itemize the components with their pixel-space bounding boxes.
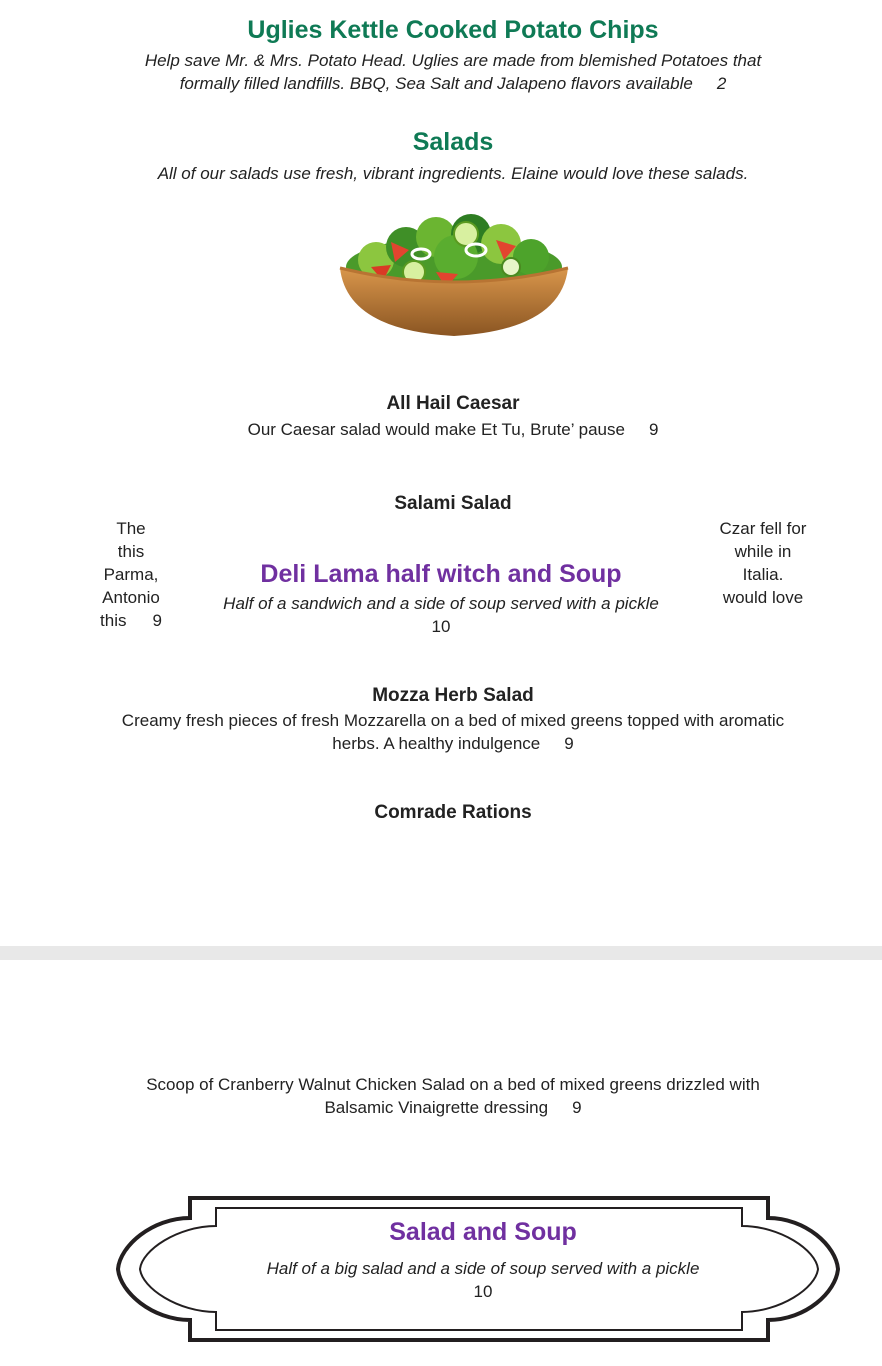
salami-left-line: this: [100, 611, 127, 630]
mozza-price: 9: [564, 734, 574, 753]
salami-left-line: this: [117, 542, 145, 561]
salami-right-line: while in: [734, 542, 792, 561]
salami-right-line: Italia.: [742, 565, 784, 584]
salami-right-column: [704, 517, 822, 609]
chips-price: 2: [716, 74, 727, 93]
salami-left-line: Antonio: [102, 588, 160, 607]
mozza-desc-line1: Creamy fresh pieces of fresh Mozzarella on a bed of mixed greens topped with aromatic: [121, 711, 785, 730]
caesar-name: All Hail Caesar: [386, 393, 520, 414]
chips-title: Uglies Kettle Cooked Potato Chips: [247, 16, 659, 44]
salami-right-line: Czar fell for: [719, 519, 807, 538]
salad-soup-price: 10: [473, 1282, 493, 1301]
chips-desc-line2: [0, 72, 882, 95]
deli-lama-price: 10: [431, 617, 451, 636]
comrade-price: 9: [572, 1098, 582, 1117]
salami-left-column: [88, 517, 174, 632]
salads-subtitle: All of our salads use fresh, vibrant ingredients. Elaine would love these salads.: [157, 164, 749, 183]
caesar-desc-line: [0, 418, 882, 441]
chips-desc-line1: Help save Mr. & Mrs. Potato Head. Uglies are made from blemished Potatoes that: [144, 51, 762, 70]
salami-left-line: The: [116, 519, 146, 538]
caesar-price: 9: [648, 420, 659, 439]
salami-left-line: Parma,: [103, 565, 159, 584]
mozza-name: Mozza Herb Salad: [372, 685, 534, 706]
mozza-desc-line2: [0, 732, 882, 755]
comrade-name: Comrade Rations: [374, 802, 532, 823]
salami-right-line: would love: [722, 588, 804, 607]
salad-soup-desc: Half of a big salad and a side of soup served with a pickle: [266, 1259, 700, 1278]
comrade-desc-text: Balsamic Vinaigrette dressing: [324, 1098, 549, 1117]
salad-soup-title: Salad and Soup: [389, 1218, 577, 1246]
mozza-desc-text: herbs. A healthy indulgence: [332, 734, 541, 753]
comrade-desc-line1: Scoop of Cranberry Walnut Chicken Salad on a bed of mixed greens drizzled with: [146, 1075, 760, 1094]
page-divider: [0, 946, 882, 960]
salami-left-line-last: [88, 609, 174, 632]
caesar-desc: Our Caesar salad would make Et Tu, Brute’ pause: [247, 420, 625, 439]
comrade-desc-line2: [0, 1096, 882, 1119]
salads-title: Salads: [412, 128, 494, 156]
salad-bowl-icon: [336, 212, 572, 338]
salami-price: 9: [152, 611, 162, 630]
chips-desc-text: formally filled landfills. BBQ, Sea Salt and Jalapeno flavors available: [179, 74, 693, 93]
deli-lama-desc: Half of a sandwich and a side of soup served with a pickle: [223, 594, 659, 613]
deli-lama-title: Deli Lama half witch and Soup: [260, 560, 622, 588]
salami-name: Salami Salad: [394, 493, 512, 514]
